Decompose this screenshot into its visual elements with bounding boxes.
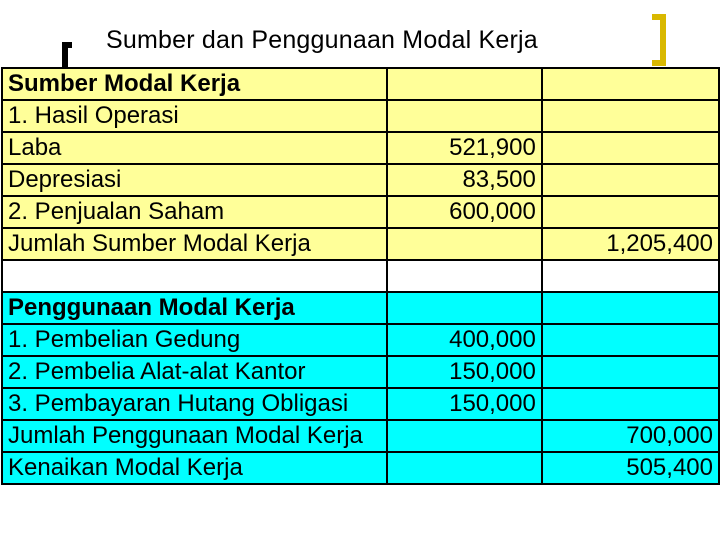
total-cell — [542, 260, 719, 292]
total-cell — [542, 292, 719, 324]
amount-cell — [387, 260, 542, 292]
amount-cell: 521,900 — [387, 132, 542, 164]
table-row — [2, 164, 719, 196]
table-row — [2, 324, 719, 356]
amount-cell: 400,000 — [387, 324, 542, 356]
amount-cell: 600,000 — [387, 196, 542, 228]
total-cell: 505,400 — [542, 452, 719, 484]
table-row — [2, 260, 719, 292]
amount-cell: 83,500 — [387, 164, 542, 196]
amount-cell: 150,000 — [387, 356, 542, 388]
row-label — [2, 260, 387, 292]
amount-cell: 150,000 — [387, 388, 542, 420]
slide-title: Sumber dan Penggunaan Modal Kerja — [106, 26, 538, 54]
row-label: 2. Pembelia Alat-alat Kantor — [2, 356, 387, 388]
section-heading: Penggunaan Modal Kerja — [2, 292, 387, 324]
total-cell: 700,000 — [542, 420, 719, 452]
row-label: Laba — [2, 132, 387, 164]
table-row — [2, 452, 719, 484]
title-bracket-right — [652, 14, 666, 66]
table-row — [2, 100, 719, 132]
table-row — [2, 68, 719, 100]
amount-cell — [387, 100, 542, 132]
amount-cell — [387, 68, 542, 100]
total-cell — [542, 356, 719, 388]
amount-cell — [387, 452, 542, 484]
row-label: Jumlah Penggunaan Modal Kerja — [2, 420, 387, 452]
table-row — [2, 356, 719, 388]
row-label: Kenaikan Modal Kerja — [2, 452, 387, 484]
total-cell — [542, 324, 719, 356]
total-cell — [542, 196, 719, 228]
total-cell — [542, 68, 719, 100]
total-cell — [542, 100, 719, 132]
row-label: 3. Pembayaran Hutang Obligasi — [2, 388, 387, 420]
total-cell — [542, 132, 719, 164]
table-row — [2, 388, 719, 420]
table-row — [2, 132, 719, 164]
table-row — [2, 292, 719, 324]
row-label: 1. Pembelian Gedung — [2, 324, 387, 356]
working-capital-table — [1, 67, 720, 485]
table-row — [2, 196, 719, 228]
row-label: 2. Penjualan Saham — [2, 196, 387, 228]
row-label: Jumlah Sumber Modal Kerja — [2, 228, 387, 260]
row-label: 1. Hasil Operasi — [2, 100, 387, 132]
total-cell — [542, 164, 719, 196]
amount-cell — [387, 420, 542, 452]
amount-cell — [387, 292, 542, 324]
title-bracket-left — [62, 42, 72, 68]
total-cell: 1,205,400 — [542, 228, 719, 260]
table-row — [2, 420, 719, 452]
total-cell — [542, 388, 719, 420]
row-label: Depresiasi — [2, 164, 387, 196]
section-heading: Sumber Modal Kerja — [2, 68, 387, 100]
working-capital-table-body — [2, 68, 719, 484]
table-row — [2, 228, 719, 260]
amount-cell — [387, 228, 542, 260]
